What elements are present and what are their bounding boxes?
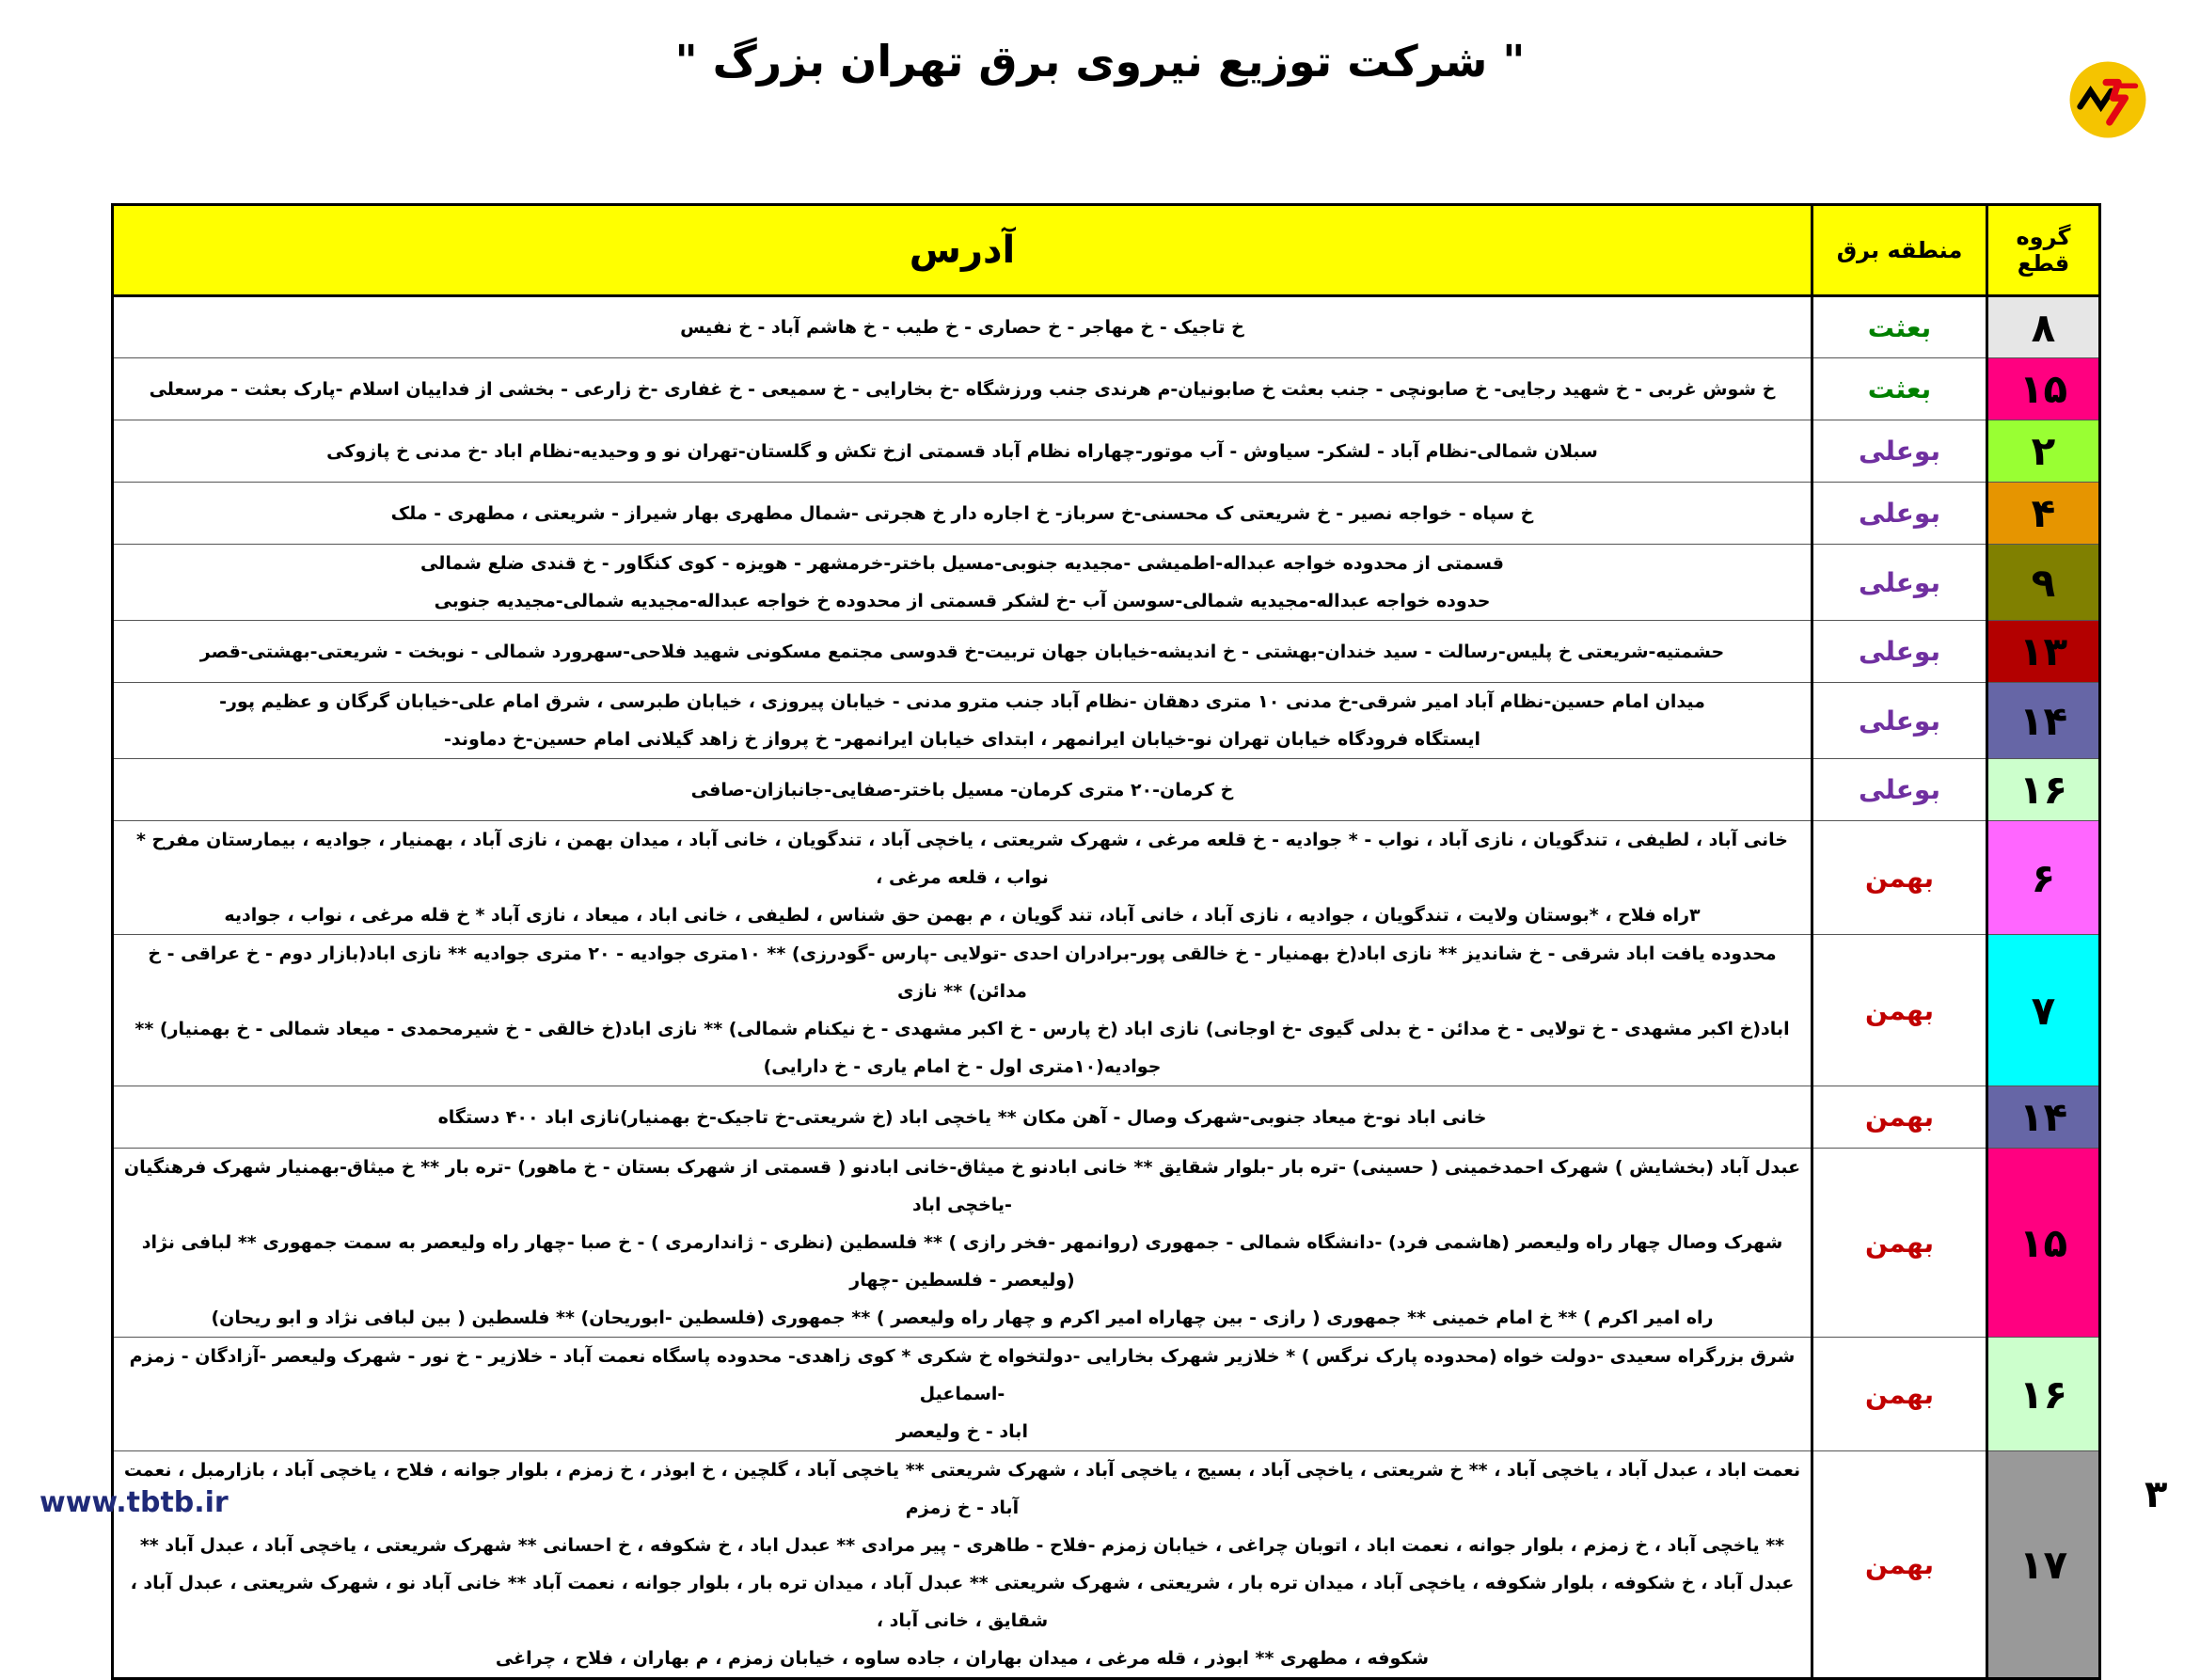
outage-group-cell: ۱۴ (1987, 1086, 2100, 1149)
region-cell: بهمن (1812, 821, 1987, 935)
table-row (113, 483, 2100, 545)
address-cell (113, 821, 1812, 935)
address-line: ** یاخچی آباد ، خ زمزم ، بلوار جوانه ، نعمت اباد ، اتوبان چراغی ، خیابان زمزم -فلاح - طاهری - پیر مرادی ** عبدل اباد ، خ شکوفه ، خ احسانی ** شهرک شریعتی ، یاخچی آباد ، عبدل آباد ** (139, 1535, 1785, 1556)
table-row (113, 296, 2100, 358)
region-cell: بوعلی (1812, 621, 1987, 683)
table-row (113, 621, 2100, 683)
table-header-row (113, 205, 2100, 296)
outage-schedule-table (111, 203, 2101, 1680)
table-row (113, 1451, 2100, 1679)
column-header-address: آدرس (113, 205, 1812, 296)
page-number: ۳ (2145, 1473, 2168, 1516)
address-line: شکوفه ، مطهری ** ابوذر ، قله مرغی ، میدان بهاران ، جاده ساوه ، خیابان زمزم ، م بهاران ، فلاح ، چراغی (495, 1648, 1430, 1669)
address-line: اباد - خ ولیعصر (896, 1421, 1028, 1442)
region-cell: بعثت (1812, 358, 1987, 420)
address-cell (113, 483, 1812, 545)
region-cell: بهمن (1812, 1086, 1987, 1149)
table-row (113, 821, 2100, 935)
address-cell (113, 1086, 1812, 1149)
outage-group-cell: ۱۴ (1987, 683, 2100, 759)
outage-group-cell: ۶ (1987, 821, 2100, 935)
outage-group-cell: ۱۷ (1987, 1451, 2100, 1679)
column-header-region: منطقه برق (1812, 205, 1987, 296)
outage-group-cell: ۱۳ (1987, 621, 2100, 683)
address-cell (113, 683, 1812, 759)
table-row (113, 545, 2100, 621)
address-line: راه امیر اکرم ) ** خ امام خمینی ** جمهوری ( رازی - بین چهاراه امیر اکرم و چهار راه ولیعصر ) ** جمهوری (فلسطین -ابوریحان) ** فلسطین ( بین لبافی نژاد و ابو ریحان) (211, 1308, 1714, 1328)
page-title: " شرکت توزیع نیروی برق تهران بزرگ " (674, 36, 1526, 87)
outage-group-cell: ۱۵ (1987, 358, 2100, 420)
address-cell (113, 296, 1812, 358)
address-line: قسمتی از محدوده خواجه عبداله-اطمیشی -مجیدیه جنوبی-مسیل باختر-خرمشهر - هویزه - کوی کنگاور - خ قندی ضلع شمالی (419, 553, 1504, 574)
address-line: اباد(خ اکبر مشهدی - خ تولایی - خ مدائن - خ بدلی گیوی -خ اوجانی) نازی اباد (خ پارس - خ اکبر مشهدی - خ نیکنام شمالی) ** نازی اباد(خ خالقی - خ شیرمحمدی - میعاد شمالی - خ بهمنیار) ** (135, 1019, 1790, 1039)
outage-group-cell: ۱۶ (1987, 1338, 2100, 1451)
address-cell (113, 621, 1812, 683)
address-line: شرق بزرگراه سعیدی -دولت خواه (محدوده پارک نرگس ) * خلازیر شهرک بخارایی -دولتخواه خ شکری * کوی زاهدی- محدوده پاسگاه نعمت آباد - خلازیر - خ نور - شهرک ولیعصر -آزادگان - زمزم -اسماعیل (129, 1346, 1796, 1404)
address-cell (113, 935, 1812, 1086)
region-cell: بعثت (1812, 296, 1987, 358)
address-line: حشمتیه-شریعتی خ پلیس-رسالت - سید خندان-بهشتی - خ اندیشه-خیابان جهان تربیت-خ قدوسی مجتمع مسکونی شهید فلاحی-سهرورد شمالی - نوبخت - شریعتی-بهشتی-قصر (199, 641, 1725, 662)
region-cell: بهمن (1812, 935, 1987, 1086)
outage-group-cell: ۱۵ (1987, 1149, 2100, 1338)
region-cell: بوعلی (1812, 545, 1987, 621)
address-line: جوادیه(۱۰متری اول - خ امام یاری - خ دارایی) (763, 1056, 1162, 1077)
table-row (113, 358, 2100, 420)
table-row (113, 1149, 2100, 1338)
address-cell (113, 1338, 1812, 1451)
address-line: محدوده یافت اباد شرقی - خ شاندیز ** نازی اباد(خ بهمنیار - خ خالقی پور-برادران احدی -تولایی -پارس -گودرزی) ** ۱۰متری جوادیه - ۲۰ متری جوادیه ** نازی اباد(بازار دوم - خ عراقی - خ مدائن) ** نازی (148, 943, 1777, 1002)
region-cell: بوعلی (1812, 420, 1987, 483)
address-line: ایستگاه فرودگاه خیابان تهران نو-خیابان ایرانمهر ، ابتدای خیابان ایرانمهر- خ پرواز خ زاهد گیلانی امام حسین-خ دماوند- (443, 729, 1481, 750)
table-row (113, 935, 2100, 1086)
address-line: شهرک وصال چهار راه ولیعصر (هاشمی فرد) -دانشگاه شمالی - جمهوری (روانمهر -فخر رازی ) ** فلسطین (نظری - ژاندارمری ) - خ صبا -چهار راه ولیعصر به سمت جمهوری ** لبافی نژاد (ولیعصر - فلسطین -چهار (141, 1232, 1783, 1291)
region-cell: بهمن (1812, 1149, 1987, 1338)
outage-group-cell: ۱۶ (1987, 759, 2100, 821)
address-line: عبدل آباد ، خ شکوفه ، بلوار شکوفه ، یاخچی آباد ، میدان تره بار ، شریعتی ، شهرک شریعتی ** عبدل آباد ، میدان تره بار ، بلوار جوانه ، نعمت آباد ** خانی آباد نو ، شهرک شریعتی ، عبدل آباد ، شقایق ، خانی آباد ، (130, 1573, 1795, 1631)
region-cell: بهمن (1812, 1338, 1987, 1451)
address-line: حدوده خواجه عبداله-مجیدیه شمالی-سوسن آب -خ لشکر قسمتی از محدوده خ خواجه عبداله-مجیدیه شمالی-مجیدیه جنوبی (434, 591, 1491, 611)
column-header-group: گروه قطع (1987, 205, 2100, 296)
address-line: خانی اباد نو-خ میعاد جنوبی-شهرک وصال - آهن مکان ** یاخچی اباد (خ شریعتی-خ تاجیک-خ بهمنیار)نازی اباد ۴۰۰ دستگاه (437, 1106, 1487, 1128)
address-cell (113, 358, 1812, 420)
region-cell: بوعلی (1812, 759, 1987, 821)
outage-group-cell: ۲ (1987, 420, 2100, 483)
outage-group-cell: ۸ (1987, 296, 2100, 358)
table-row (113, 1086, 2100, 1149)
address-line: خ سپاه - خواجه نصیر - خ شریعتی ک محسنی-خ سرباز- خ اجاره دار خ هجرتی -شمال مطهری بهار شیراز - شریعتی ، مطهری - ملک (390, 502, 1534, 524)
outage-group-cell: ۹ (1987, 545, 2100, 621)
address-line: خ شوش غربی - خ شهید رجایی- خ صابونچی - جنب بعثت خ صابونیان-م هرندی جنب ورزشگاه -خ بخارایی - خ سمیعی - خ غفاری -خ زارعی - بخشی از فداییان اسلام -پارک بعثت - مرسعلی (149, 378, 1776, 400)
address-cell (113, 1149, 1812, 1338)
region-cell: بوعلی (1812, 683, 1987, 759)
address-line: میدان امام حسین-نظام آباد امیر شرقی-خ مدنی ۱۰ متری دهقان -نظام آباد جنب مترو مدنی - خیابان پیروزی ، خیابان طبرسی ، شرق امام علی-خیابان گرگان و عظیم پور- (219, 691, 1705, 712)
outage-group-cell: ۷ (1987, 935, 2100, 1086)
table-row (113, 683, 2100, 759)
address-cell (113, 1451, 1812, 1679)
address-line: خ تاجیک - خ مهاجر - خ حصاری - خ طیب - خ هاشم آباد - خ نفیس (680, 317, 1244, 338)
address-line: نعمت اباد ، عبدل آباد ، یاخچی آباد ، ** خ شریعتی ، یاخچی آباد ، بسیج ، یاخچی آباد ، شهرک شریعتی ** یاخچی آباد ، گلچین ، خ ابوذر ، خ زمزم ، بلوار جوانه ، فلاح ، یاخچی آباد ، بازارمبل ، نعمت آباد - خ زمزم (123, 1460, 1801, 1518)
table-row (113, 759, 2100, 821)
address-cell (113, 420, 1812, 483)
region-cell: بوعلی (1812, 483, 1987, 545)
table-row (113, 1338, 2100, 1451)
address-line: ۳راه فلاح ، *بوستان ولایت ، تندگویان ، جوادیه ، نازی آباد ، خانی آباد، تند گویان ، م بهمن حق شناس ، لطیفی ، خانی اباد ، میعاد ، نازی آباد * خ قله مرغی ، نواب ، جوادیه (224, 905, 1701, 926)
website-link[interactable]: www.tbtb.ir (40, 1486, 229, 1519)
region-cell: بهمن (1812, 1451, 1987, 1679)
address-cell (113, 759, 1812, 821)
address-line: خانی آباد ، لطیفی ، تندگویان ، نازی آباد ، نواب - * جوادیه - خ قلعه مرغی ، شهرک شریعتی ، یاخچی آباد ، تندگویان ، خانی آباد ، میدان بهمن ، نازی آباد ، بهمنیار ، جوادیه ، بیمارستان مفرح * نواب ، قلعه مرغی ، (135, 830, 1788, 888)
address-line: سبلان شمالی-نظام آباد - لشکر- سیاوش - آب موتور-چهاراه نظام آباد قسمتی ازخ تکش و گلستان-تهران نو و وحیدیه-نظام اباد -خ مدنی خ پازوکی (326, 440, 1598, 462)
address-cell (113, 545, 1812, 621)
address-line: خ کرمان-۲۰ متری کرمان- مسیل باختر-صفایی-جانبازان-صافی (690, 779, 1234, 800)
table-row (113, 420, 2100, 483)
address-line: عبدل آباد (بخشایش ) شهرک احمدخمینی ( حسینی) -تره بار -بلوار شقایق ** خانی ابادنو خ میثاق-خانی ابادنو ( قسمتی از شهرک بستان - خ ماهور) -تره بار ** خ میثاق-بهمنیار شهرک فرهنگیان -یاخچی اباد (123, 1157, 1801, 1215)
outage-group-cell: ۴ (1987, 483, 2100, 545)
